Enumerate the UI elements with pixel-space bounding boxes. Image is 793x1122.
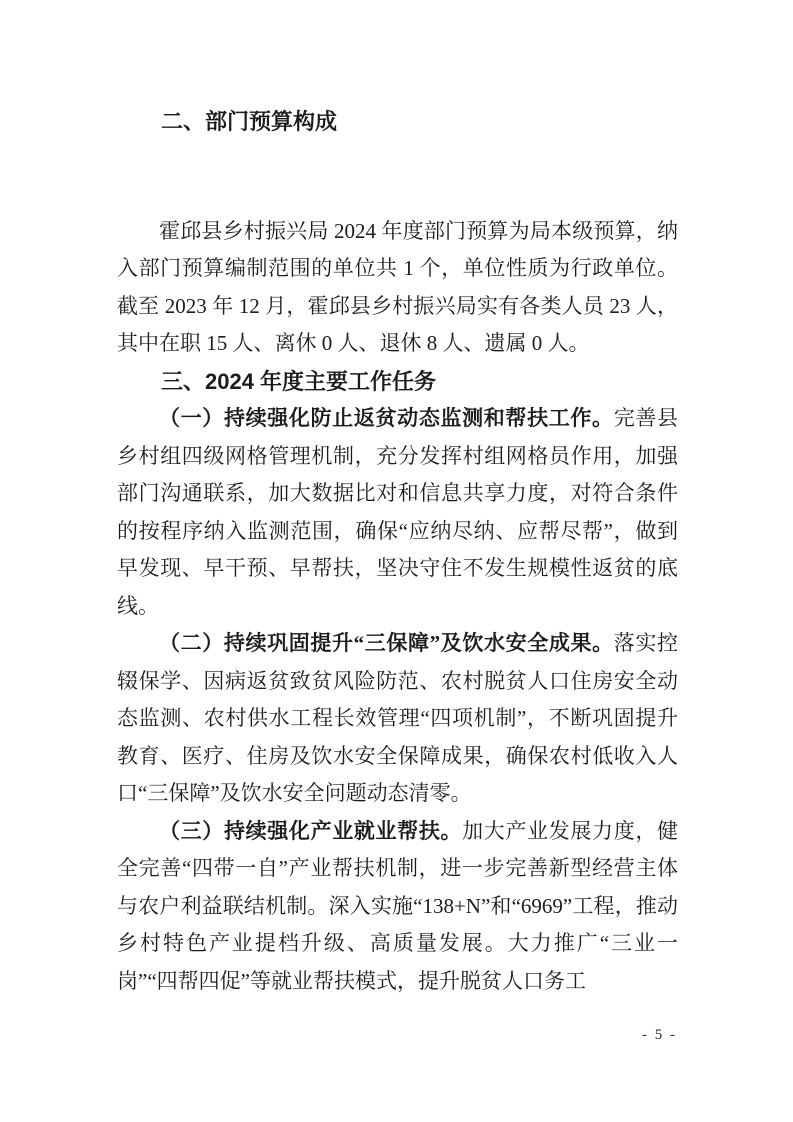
task-1-title: （一）持续强化防止返贫动态监测和帮扶工作。 [159,406,614,430]
paragraph-task-3 [117,813,678,1001]
task-1-body: 完善县乡村组四级网格管理机制，充分发挥村组网格员作用，加强部门沟通联系，加大数据比对和信息共享力度，对符合条件的按程序纳入监测范围，确保“应纳尽纳、应帮尽帮”，做到早发现、早干预、早帮扶，坚决守住不发生规模性返贫的底线。 [117,406,679,618]
paragraph-task-1 [117,400,678,625]
paragraph-budget-overview: 霍邱县乡村振兴局 2024 年度部门预算为局本级预算，纳入部门预算编制范围的单位共 1 个，单位性质为行政单位。截至 2023 年 12 月，霍邱县乡村振兴局实有各类人员 23 人，其中在职 15 人、离休 0 人、退休 8 人、遗属 0 人。 [117,218,678,355]
section-heading-budget-composition: 二、部门预算构成 [161,109,338,134]
task-3-title: （三）持续强化产业就业帮扶。 [159,818,463,843]
task-2-body: 落实控辍保学、因病返贫致贫风险防范、农村脱贫人口住房安全动态监测、农村供水工程长效管理“四项机制”，不断巩固提升教育、医疗、住房及饮水安全保障成果，确保农村低收入人口“三保障”及饮水安全问题动态清零。 [117,631,678,805]
page-number: - 5 - [642,1027,677,1043]
document-content [117,103,678,1000]
task-3-body: 加大产业发展力度，健全完善“四带一自”产业帮扶机制，进一步完善新型经营主体与农户利益联结机制。深入实施“138+N”和“6969”工程，推动乡村特色产业提档升级、高质量发展。大力推广“三业一岗”“四帮四促”等就业帮扶模式，提升脱贫人口务工 [117,818,679,993]
paragraph-task-2 [117,625,678,813]
task-2-title: （二）持续巩固提升“三保障”及饮水安全成果。 [159,631,614,655]
section-heading-2024-tasks: 三、2024 年度主要工作任务 [161,368,437,394]
